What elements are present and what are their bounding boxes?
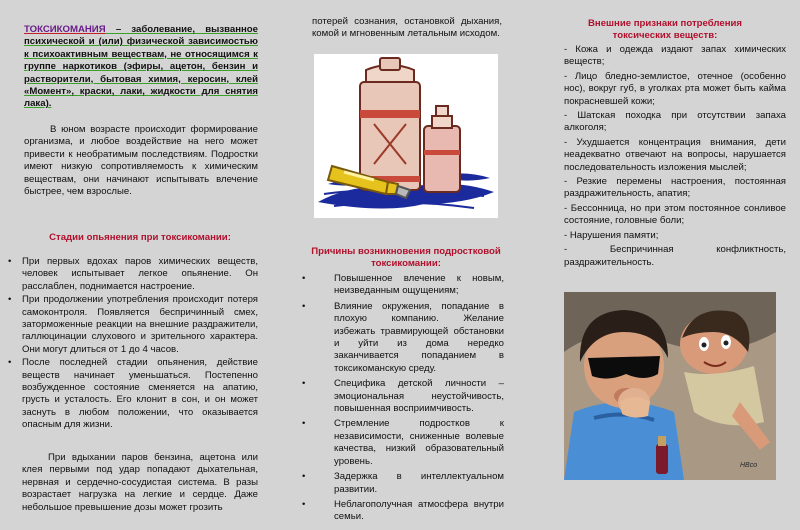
list-item: - Ухудшается концентрация внимания, дети неадекватно отвечают на вопросы, нарушается последовательность изложения мыслей; xyxy=(564,136,786,173)
list-item: - Кожа и одежда издают запах химических веществ; xyxy=(564,44,786,68)
list-item: • Повышенное влечение к новым, неизведанным ощущениям; xyxy=(296,273,504,298)
stages-title: Стадии опьянения при токсикомании: xyxy=(49,232,231,243)
list-item: • При продолжении употребления происходит потеря самоконтроля. Появляется беспричинный смех, заторможенные реакции на внешние раздражители, галлюцинации слухового и зрительного характера. Они могут длиться от 1 до 4 часов. xyxy=(8,294,258,356)
children-sniffing-icon xyxy=(564,292,776,480)
left-column xyxy=(0,0,268,530)
list-item: • Специфика детской личности – эмоциональная неустойчивость, повышенная восприимчивость. xyxy=(296,378,504,415)
right-column xyxy=(536,0,800,530)
list-item: - Нарушения памяти; xyxy=(564,229,659,241)
list-item: - Бессонница, но при этом постоянное сонливое состояние, головные боли; xyxy=(564,202,786,227)
list-item: • Влияние окружения, попадание в плохую компанию. Желание избежать травмирующей обстановки и уйти из дома нередко заканчивается попаданием в токсикоманскую среду. xyxy=(296,301,504,375)
intro-term: ТОКСИКОМАНИЯ xyxy=(24,24,106,35)
spray-cans-icon xyxy=(314,54,498,218)
causes-title: Причины возникновения подростковой токсикомании: xyxy=(311,246,501,270)
chemicals-illustration xyxy=(314,54,498,218)
list-item: • Задержка в интеллектуальном развитии. xyxy=(296,471,504,496)
list-item: • При первых вдохах паров химических веществ, человек испытывает легкое опьянение. Он расслаблен, поднимается настроение. xyxy=(8,256,258,293)
list-item: • Стремление подростков к независимости, сниженные волевые качества, низкий образовательный уровень. xyxy=(296,418,504,468)
list-item: - Резкие перемены настроения, постоянная раздражительность, апатия; xyxy=(564,176,786,200)
causes-list xyxy=(296,273,504,527)
list-item: • Неблагополучная атмосфера внутри семьи. xyxy=(296,499,504,524)
children-illustration xyxy=(564,292,776,480)
list-item: - Беспричинная конфликтность, раздражительность. xyxy=(564,244,786,268)
middle-column xyxy=(268,0,536,530)
intro-definition xyxy=(24,24,258,111)
signs-title: Внешние признаки потребления токсических веществ: xyxy=(587,18,743,42)
effects-paragraph: При вдыхании паров бензина, ацетона или клея первыми под удар попадают дыхательная, нервная и сердечно-сосудистая система. В разы возрастает нагрузка на легкие и сердце. Даже небольшое превышение дозы может грозить xyxy=(22,452,258,513)
list-item: • После последней стадии опьянения, действие веществ начинает уменьшаться. Постепенно возбужденное состояние сменяется на апатию, грусть и усталость. Его клонит в сон, и он может заснуть в любом положении, что оказывается опасным для жизни. xyxy=(8,357,258,431)
intro-definition-text: – заболевание, вызванное психической и (или) физической зависимостью к психоактивным веществам, не относящимся к группе наркотиков (эфиры, ацетон, бензин и растворители, бытовая химия, керосин, клей «Момент», краски, лаки, жидкости для снятия лака). xyxy=(24,24,258,110)
intro-paragraph: В юном возрасте происходит формирование организма, и любое воздействие на него может привести к необратимым последствиям. Подростки имеют низкую сопротивляемость к химическим веществам, они начинают испытывать влечение быстрее, чем взрослые. xyxy=(24,124,258,198)
signs-list xyxy=(564,44,786,271)
list-item: - Шатская походка при отсутствии запаха алкоголя; xyxy=(564,110,786,134)
photo-signature: HBco xyxy=(740,462,758,469)
stages-list xyxy=(8,256,258,433)
continuation-text: потерей сознания, остановкой дыхания, комой и мгновенным летальным исходом. xyxy=(312,16,502,40)
list-item: - Лицо бледно-землистое, отечное (особенно нос), вокруг губ, в уголках рта может быть кайма покрасневшей кожи; xyxy=(564,70,786,107)
